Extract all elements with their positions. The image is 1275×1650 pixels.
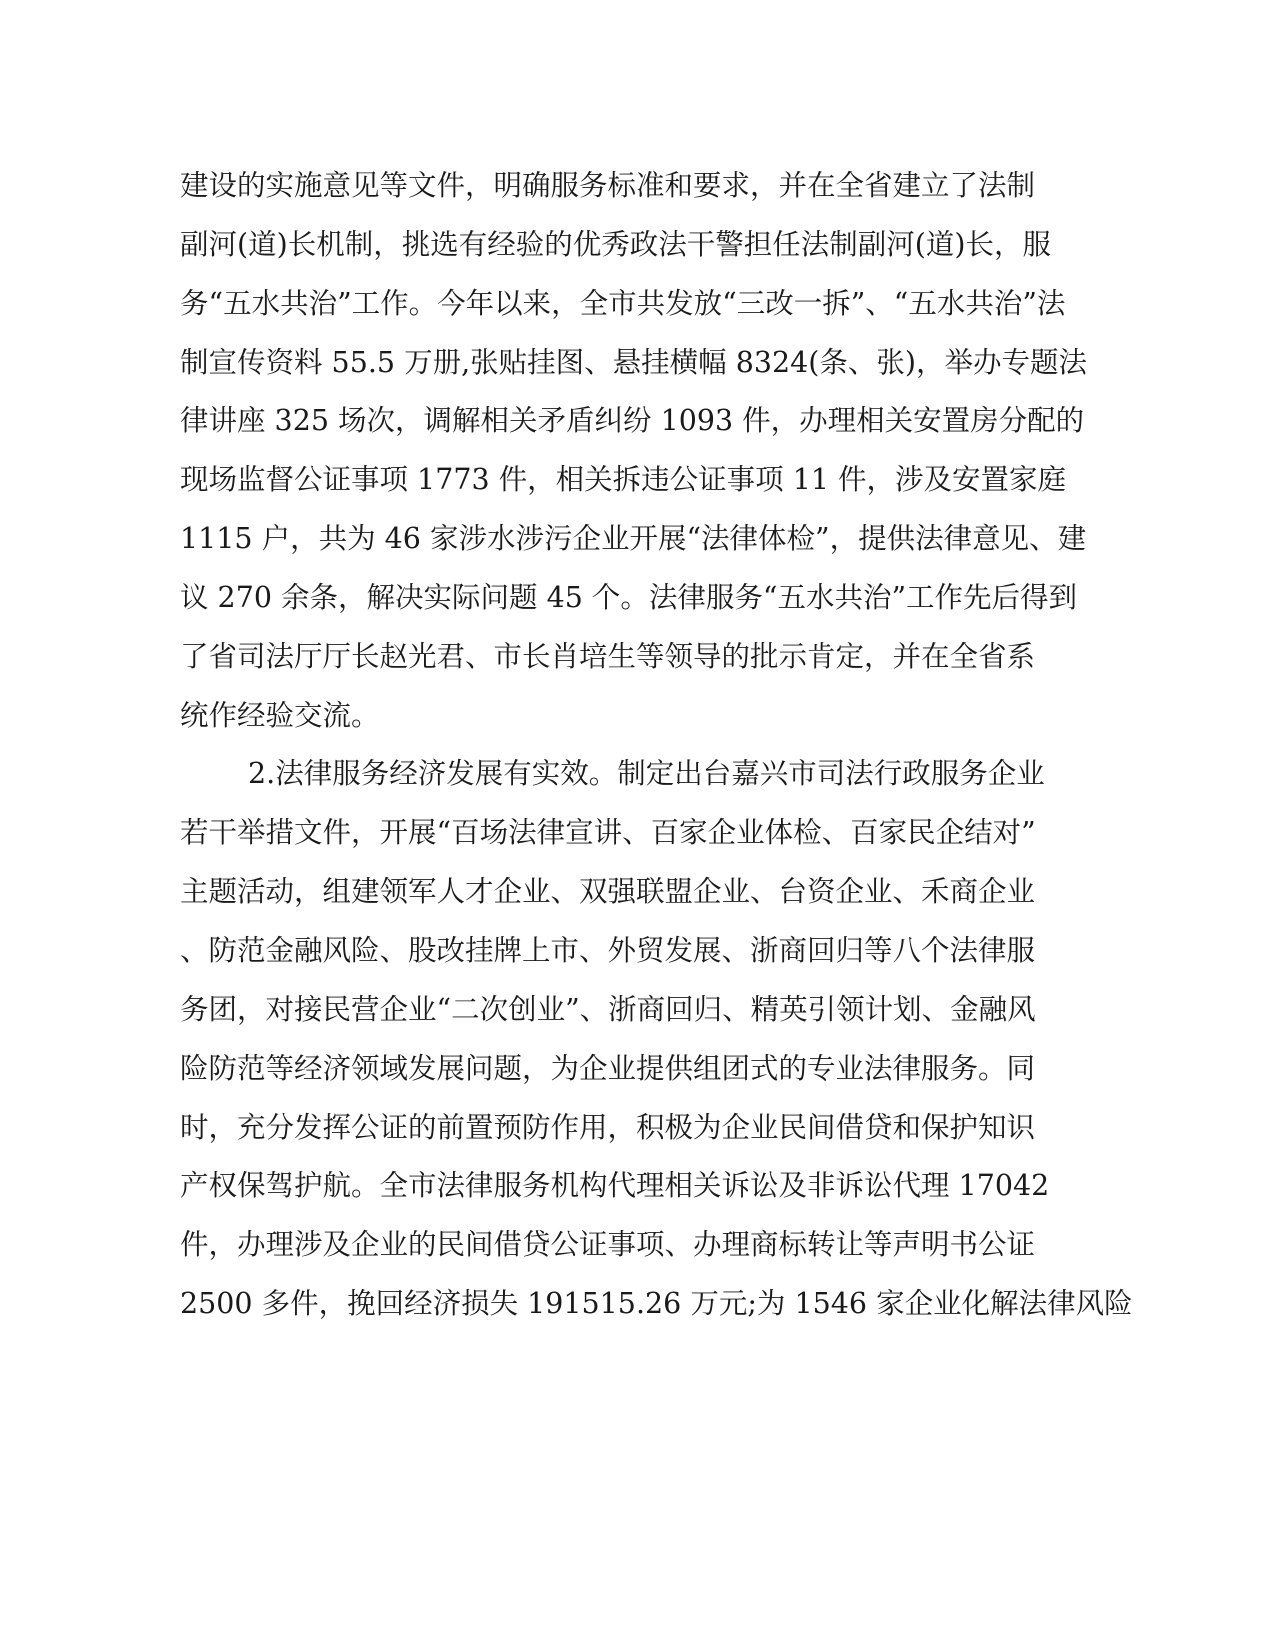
text-line: 2.法律服务经济发展有实效。制定出台嘉兴市司法行政服务企业: [248, 757, 1045, 791]
paragraph-1: [180, 157, 1087, 745]
text-line: 1115 户，共为 46 家涉水涉污企业开展“法律体检”，提供法律意见、建: [180, 522, 1087, 556]
text-line: 副河(道)长机制，挑选有经验的优秀政法干警担任法制副河(道)长，服: [180, 227, 1051, 261]
text-line: 现场监督公证事项 1773 件，相关拆违公证事项 11 件，涉及安置家庭: [180, 463, 1067, 497]
text-line: 了省司法厅厅长赵光君、市长肖培生等领导的批示肯定，并在全省系: [180, 639, 1036, 673]
text-line: 件，办理涉及企业的民间借贷公证事项、办理商标转让等声明书公证: [180, 1228, 1036, 1262]
text-line: 产权保驾护航。全市法律服务机构代理相关诉讼及非诉讼代理 17042: [180, 1169, 1050, 1203]
text-line: 2500 多件，挽回经济损失 191515.26 万元;为 1546 家企业化解法律风险: [180, 1287, 1133, 1321]
text-line: 务团，对接民营企业“二次创业”、浙商回归、精英引领计划、金融风: [180, 992, 1036, 1026]
text-line: 建设的实施意见等文件，明确服务标准和要求，并在全省建立了法制: [180, 169, 1036, 202]
text-line: 统作经验交流。: [180, 698, 380, 732]
text-line: 时，充分发挥公证的前置预防作用，积极为企业民间借贷和保护知识: [180, 1110, 1036, 1144]
paragraph-2: [180, 745, 1133, 1333]
text-line: 务“五水共治”工作。今年以来，全市共发放“三改一拆”、“五水共治”法: [180, 286, 1066, 320]
text-line: 律讲座 325 场次，调解相关矛盾纠纷 1093 件，办理相关安置房分配的: [180, 404, 1085, 438]
text-line: 议 270 余条，解决实际问题 45 个。法律服务“五水共治”工作先后得到: [180, 580, 1078, 614]
text-line: 若干举措文件，开展“百场法律宣讲、百家企业体检、百家民企结对”: [180, 816, 1036, 850]
document-body: [180, 157, 1133, 1334]
text-line: 主题活动，组建领军人才企业、双强联盟企业、台资企业、禾商企业: [180, 875, 1036, 909]
text-line: 、防范金融风险、股改挂牌上市、外贸发展、浙商回归等八个法律服: [180, 933, 1036, 967]
text-line: 险防范等经济领域发展问题，为企业提供组团式的专业法律服务。同: [180, 1051, 1036, 1085]
text-line: 制宣传资料 55.5 万册,张贴挂图、悬挂横幅 8324(条、张)，举办专题法: [180, 345, 1087, 379]
